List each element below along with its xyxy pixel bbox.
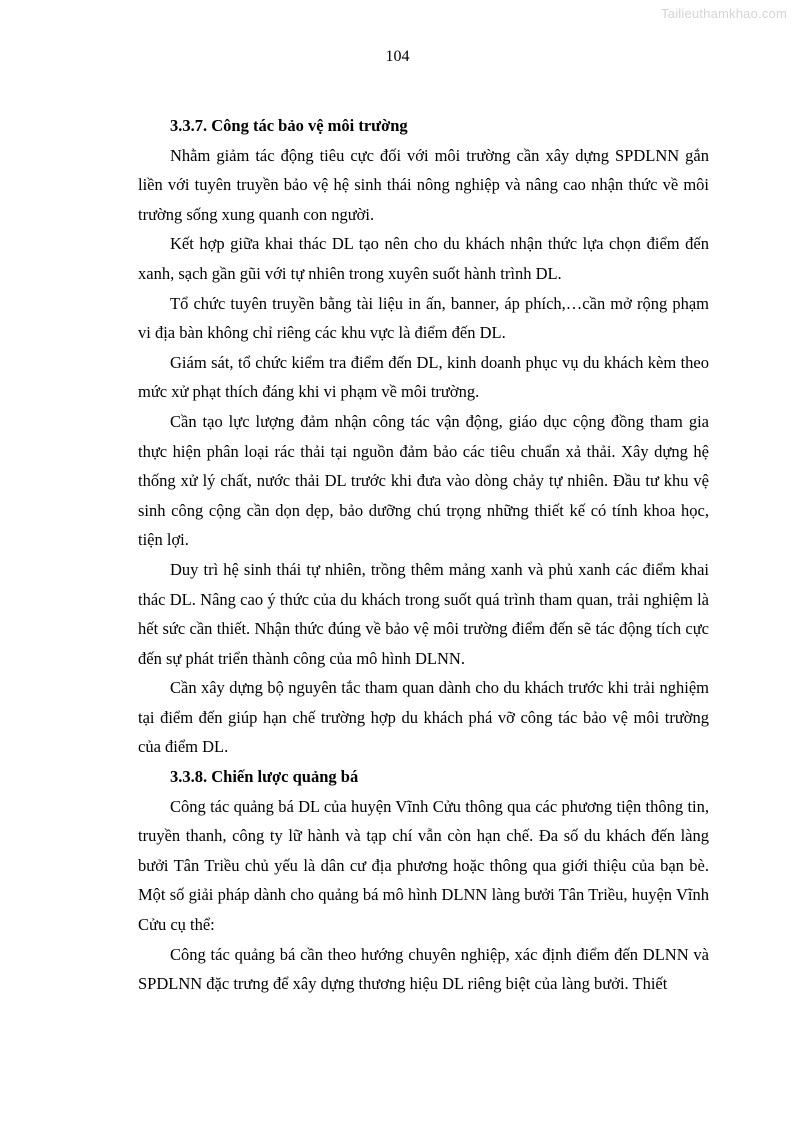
paragraph: Công tác quảng bá cần theo hướng chuyên nghiệp, xác định điểm đến DLNN và SPDLNN đặc trưng để xây dựng thương hiệu DL riêng biệt của làng bưởi. Thiết [138, 944, 709, 994]
paragraph: Cần tạo lực lượng đảm nhận công tác vận động, giáo dục cộng đồng tham gia thực hiện phân loại rác thải tại nguồn đảm bảo các tiêu chuẩn xả thải. Xây dựng hệ thống xử lý chất, nước thải DL trước khi đưa vào dòng chảy tự nhiên. Đầu tư khu vệ sinh công cộng cần dọn dẹp, bảo dưỡng chú trọng những thiết kế có tính khoa học, tiện lợi. [138, 411, 709, 550]
paragraph: Kết hợp giữa khai thác DL tạo nên cho du khách nhận thức lựa chọn điểm đến xanh, sạch gần gũi với tự nhiên trong xuyên suốt hành trình DL. [138, 234, 709, 283]
paragraph: Duy trì hệ sinh thái tự nhiên, trồng thêm mảng xanh và phủ xanh các điểm khai thác DL. Nâng cao ý thức của du khách trong suốt quá trình tham quan, trải nghiệm là hết sức cần thiết. Nhận thức đúng về bảo vệ môi trường điểm đến sẽ tác động tích cực đến sự phát triển thành công của mô hình DLNN. [138, 559, 709, 668]
paragraph: Nhằm giảm tác động tiêu cực đối với môi trường cần xây dựng SPDLNN gắn liền với tuyên truyền bảo vệ hệ sinh thái nông nghiệp và nâng cao nhận thức về môi trường sống xung quanh con người. [138, 145, 709, 224]
paragraph: Giám sát, tổ chức kiểm tra điểm đến DL, kinh doanh phục vụ du khách kèm theo mức xử phạt thích đáng khi vi phạm về môi trường. [138, 352, 709, 402]
paragraph: Cần xây dựng bộ nguyên tắc tham quan dành cho du khách trước khi trải nghiệm tại điểm đến giúp hạn chế trường hợp du khách phá vỡ công tác bảo vệ môi trường của điểm DL. [138, 678, 709, 757]
paragraph: Tổ chức tuyên truyền bằng tài liệu in ấn, banner, áp phích,…cần mở rộng phạm vi địa bàn không chỉ riêng các khu vực là điểm đến DL. [138, 293, 709, 343]
page-number: 104 [385, 48, 410, 65]
document-body [138, 111, 709, 999]
section-heading-promotion: 3.3.8. Chiến lược quảng bá [170, 767, 359, 787]
watermark: Tailieuthamkhao.com [661, 6, 787, 21]
section-heading-environment: 3.3.7. Công tác bảo vệ môi trường [170, 116, 408, 135]
paragraph: Công tác quảng bá DL của huyện Vĩnh Cửu thông qua các phương tiện thông tin, truyền thanh, công ty lữ hành và tạp chí vẫn còn hạn chế. Đa số du khách đến làng bưởi Tân Triều chủ yếu là dân cư địa phương hoặc thông qua giới thiệu của bạn bè. Một số giải pháp dành cho quảng bá mô hình DLNN làng bưởi Tân Triều, huyện Vĩnh Cửu cụ thể: [138, 796, 709, 935]
